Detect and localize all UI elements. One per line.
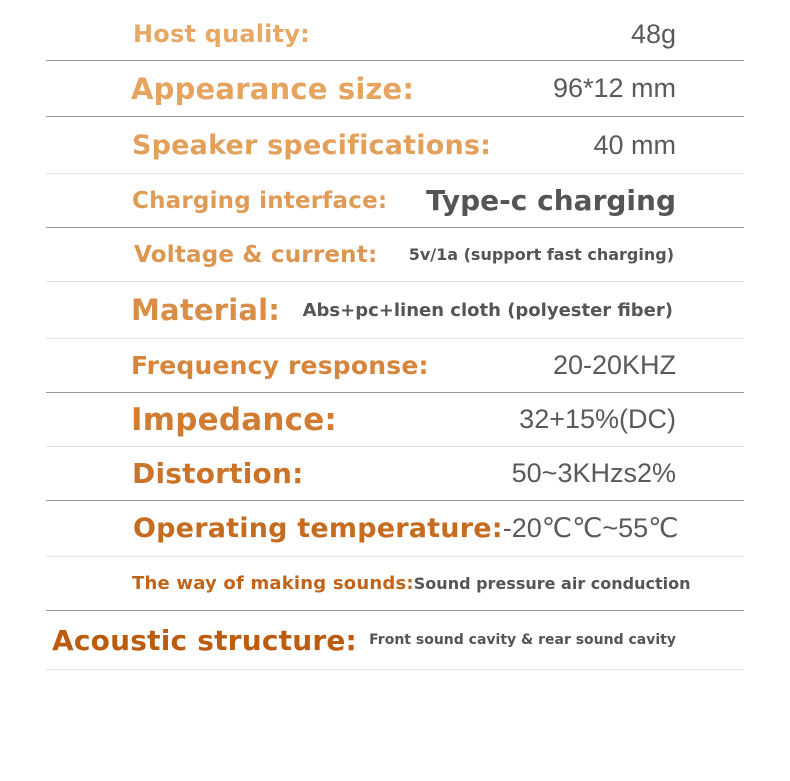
spec-label: Operating temperature: xyxy=(133,513,503,544)
spec-row-host-quality xyxy=(46,8,744,61)
spec-value: 5v/1a (support fast charging) xyxy=(408,245,674,264)
spec-label: Acoustic structure: xyxy=(52,623,357,657)
spec-label: Host quality: xyxy=(133,20,310,48)
spec-row-way-of-making-sounds xyxy=(46,557,744,611)
spec-row-operating-temperature xyxy=(46,501,744,557)
spec-label: Material: xyxy=(131,293,281,327)
spec-row-voltage-current xyxy=(46,228,744,282)
spec-table xyxy=(0,8,790,670)
spec-row-appearance-size xyxy=(46,61,744,117)
spec-label: Charging interface: xyxy=(132,187,388,214)
spec-label: Voltage & current: xyxy=(134,241,378,268)
spec-row-frequency-response xyxy=(46,339,744,393)
spec-value: Front sound cavity & rear sound cavity xyxy=(369,632,676,648)
spec-value: 40 mm xyxy=(593,129,676,160)
spec-value: -20℃℃~55℃ xyxy=(502,513,679,543)
spec-value: 96*12 mm xyxy=(552,73,676,103)
spec-label: Impedance: xyxy=(131,401,338,438)
spec-value: 32+15%(DC) xyxy=(519,404,676,434)
spec-row-material xyxy=(46,282,744,339)
spec-label: Frequency response: xyxy=(131,351,429,380)
spec-row-acoustic-structure xyxy=(46,611,744,670)
spec-value: Type-c charging xyxy=(426,184,676,217)
spec-label: Distortion: xyxy=(132,457,304,490)
spec-row-impedance xyxy=(46,393,744,447)
spec-row-distortion xyxy=(46,447,744,501)
spec-value: Abs+pc+linen cloth (polyester fiber) xyxy=(302,299,673,321)
spec-value: 50~3KHzs2% xyxy=(511,458,676,488)
spec-value: Sound pressure air conduction xyxy=(413,574,691,593)
spec-value: 20-20KHZ xyxy=(552,350,676,380)
spec-row-charging-interface xyxy=(46,174,744,228)
spec-label: The way of making sounds: xyxy=(132,573,414,594)
spec-label: Appearance size: xyxy=(131,71,415,106)
spec-row-speaker-specifications xyxy=(46,117,744,174)
spec-value: 48g xyxy=(630,18,676,49)
spec-label: Speaker specifications: xyxy=(132,129,492,161)
